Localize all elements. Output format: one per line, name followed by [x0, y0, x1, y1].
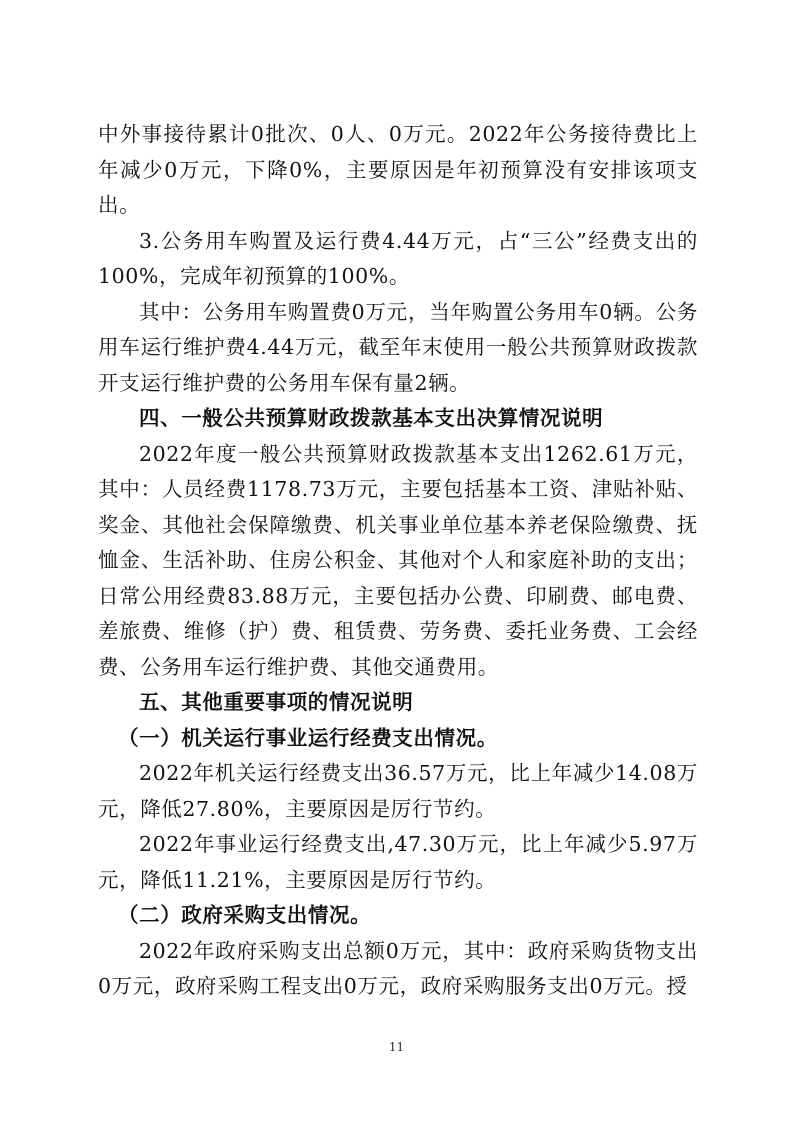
page-number: 11 — [388, 1040, 405, 1054]
subheading-operating-costs: （一）机关运行事业运行经费支出情况。 — [118, 725, 498, 750]
paragraph-agency-operating-costs: 2022年机关运行经费支出36.57万元，比上年减少14.08万元，降低27.80%，主要原因是厉行节约。 — [98, 761, 698, 821]
paragraph-basic-expenditure: 2022年度一般公共预算财政拨款基本支出1262.61万元，其中：人员经费1178.73万元，主要包括基本工资、津贴补贴、奖金、其他社会保障缴费、机关事业单位基本养老保险缴费、抚恤金、生活补助、住房公积金、其他对个人和家庭补助的支出；日常公用经费83.88万元，主要包括办公费、印刷费、邮电费、差旅费、维修（护）费、租赁费、劳务费、委托业务费、工会经费、公务用车运行维护费、其他交通费用。 — [98, 441, 698, 679]
body-text — [98, 117, 698, 1005]
heading-other-matters: 五、其他重要事项的情况说明 — [139, 690, 414, 714]
paragraph-reception-summary: 中外事接待累计0批次、0人、0万元。2022年公务接待费比上年减少0万元，下降0%，主要原因是年初预算没有安排该项支出。 — [98, 122, 698, 217]
paragraph-institution-operating-costs: 2022年事业运行经费支出,47.30万元，比上年减少5.97万元，降低11.21%，主要原因是厉行节约。 — [98, 832, 698, 892]
paragraph-procurement: 2022年政府采购支出总额0万元，其中：政府采购货物支出0万元，政府采购工程支出0万元，政府采购服务支出0万元。授 — [98, 938, 698, 998]
subheading-procurement: （二）政府采购支出情况。 — [118, 903, 372, 927]
paragraph-vehicle-detail: 其中：公务用车购置费0万元，当年购置公务用车0辆。公务用车运行维护费4.44万元，截至年末使用一般公共预算财政拨款开支运行维护费的公务用车保有量2辆。 — [98, 299, 698, 395]
heading-basic-expenditure: 四、一般公共预算财政拨款基本支出决算情况说明 — [139, 406, 604, 430]
paragraph-vehicle-cost: 3.公务用车购置及运行费4.44万元，占“三公”经费支出的100%，完成年初预算的100%。 — [98, 228, 698, 288]
